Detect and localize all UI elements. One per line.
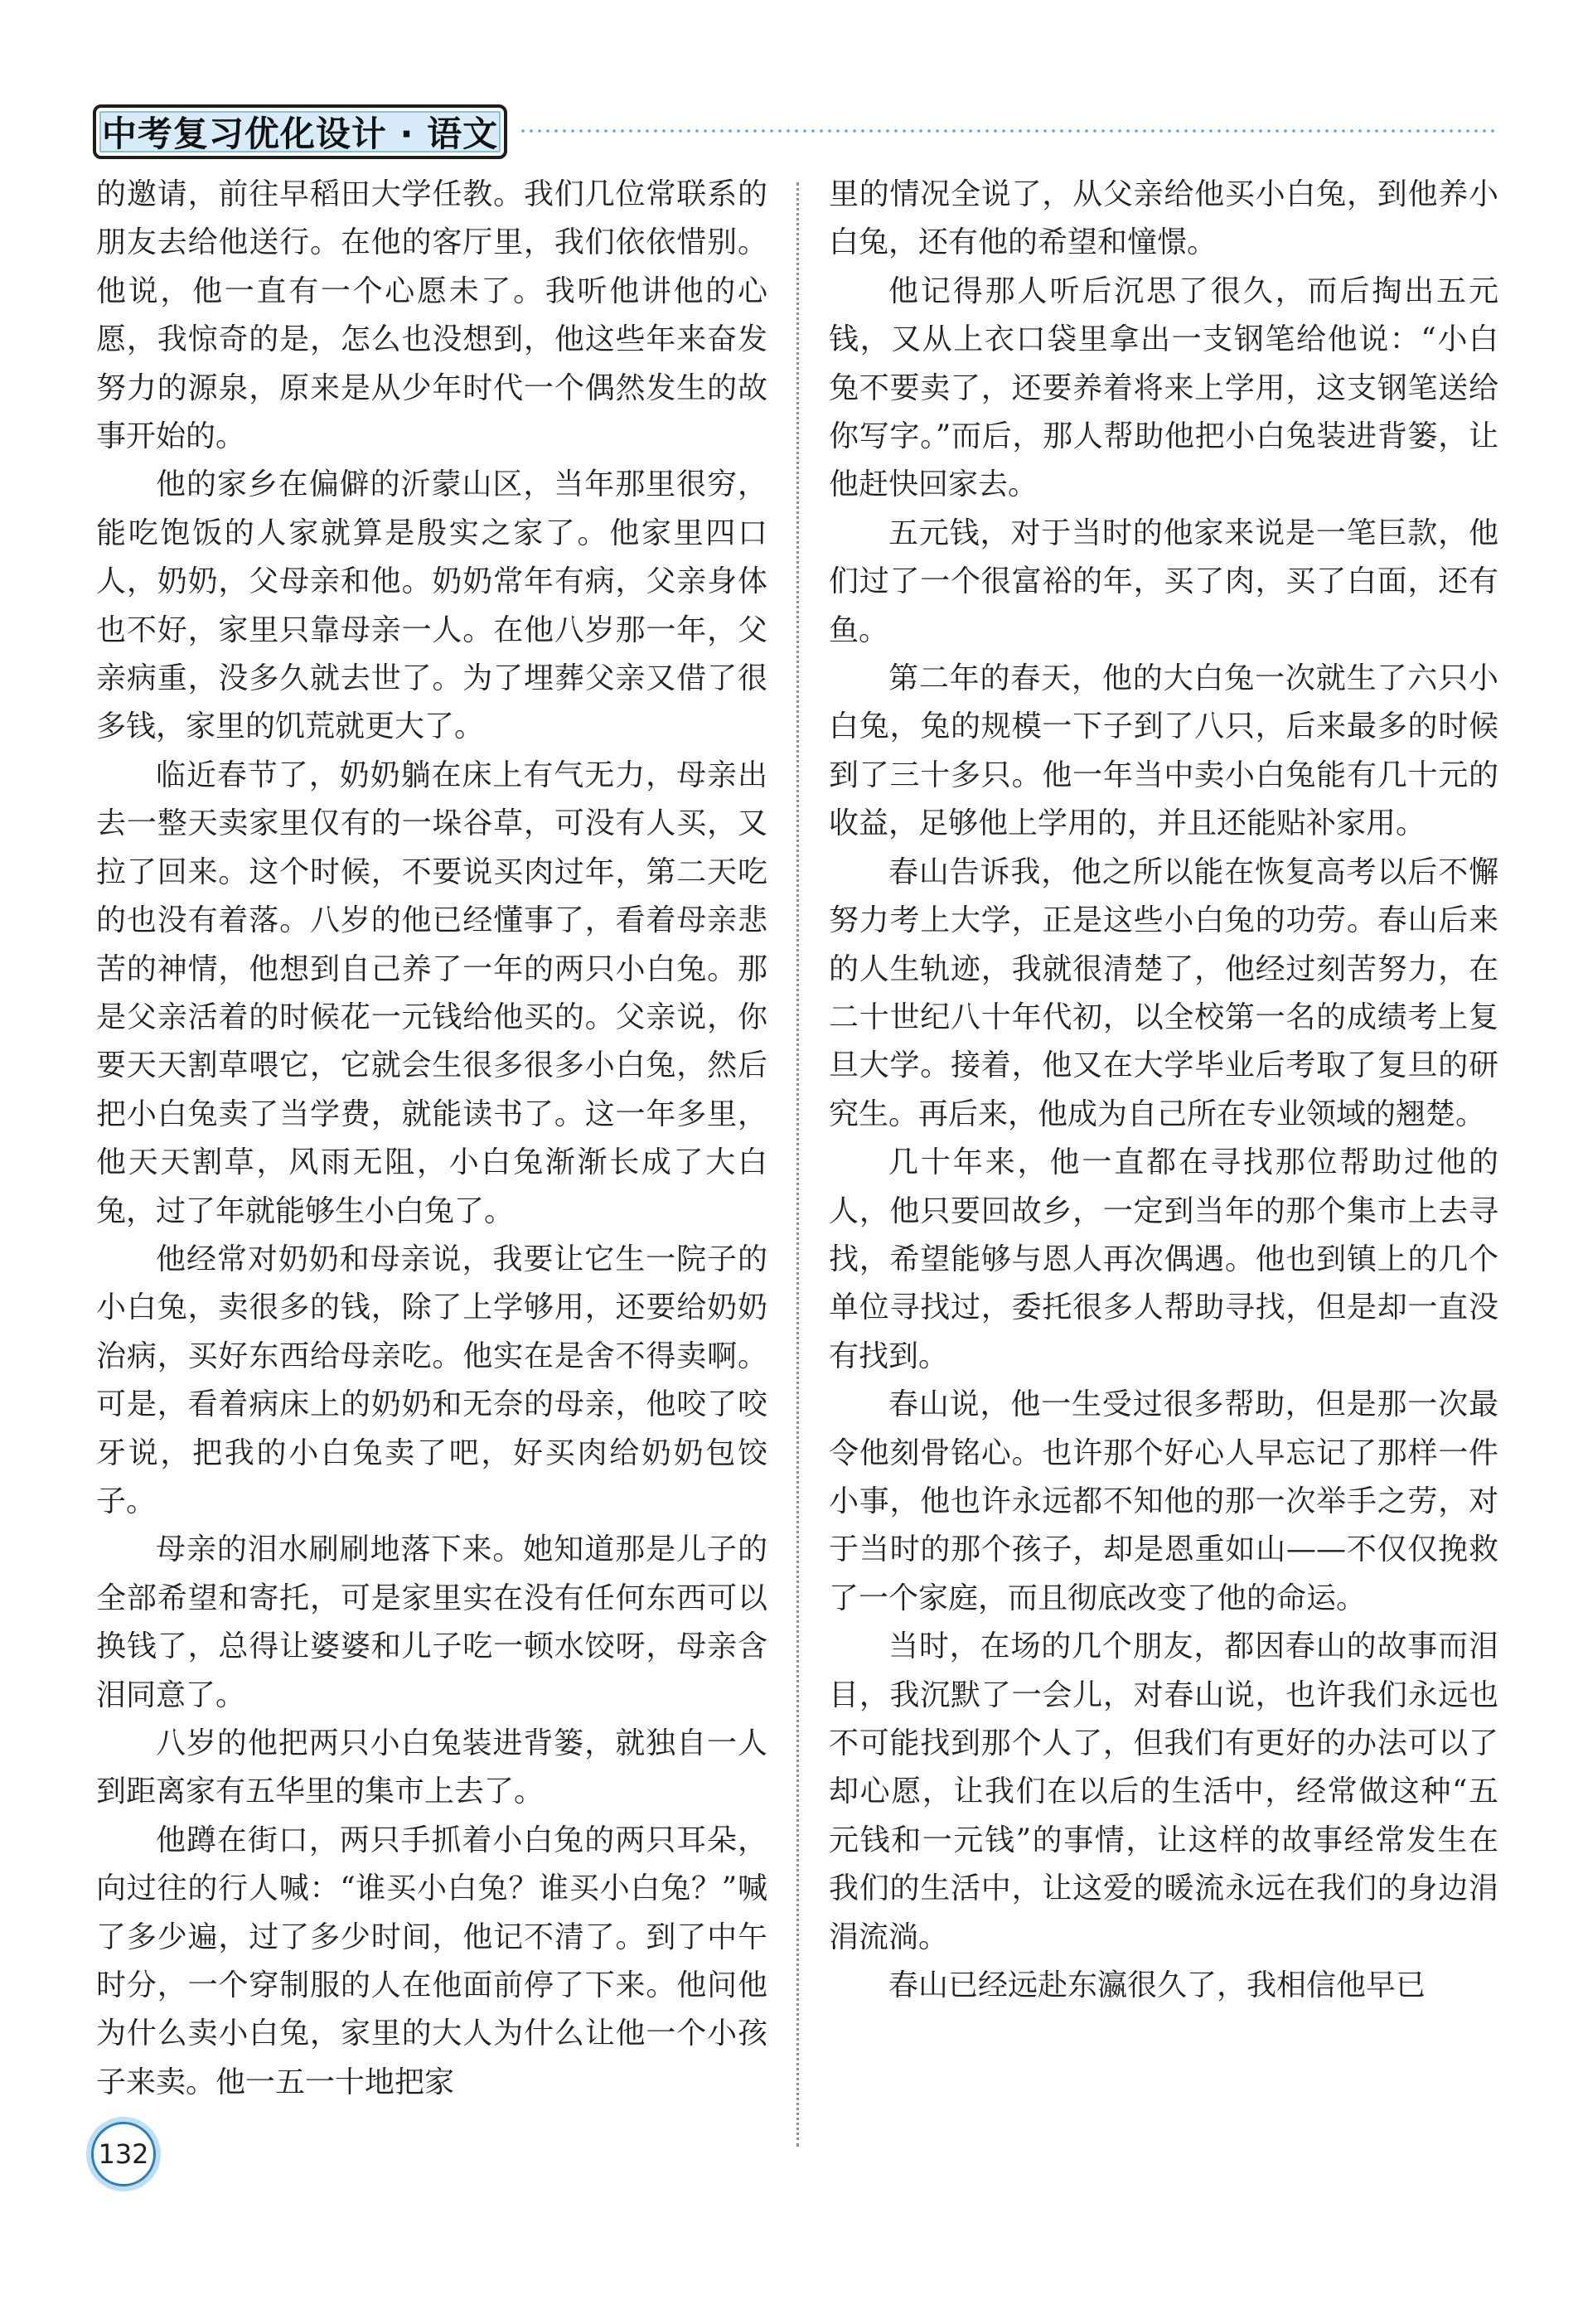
paragraph: 母亲的泪水刷刷地落下来。她知道那是儿子的全部希望和寄托，可是家里实在没有任何东西可以换钱了，总得让婆婆和儿子吃一顿水饺呀，母亲含泪同意了。 (96, 1532, 767, 1712)
paragraph: 春山说，他一生受过很多帮助，但是那一次最令他刻骨铭心。也许那个好心人早忘记了那样一件小事，他也许永远都不知他的那一次举手之劳，对于当时的那个孩子，却是恩重如山——不仅仅挽救了一个家庭，而且彻底改变了他的命运。 (829, 1387, 1498, 1615)
paragraph: 他经常对奶奶和母亲说，我要让它生一院子的小白兔，卖很多的钱，除了上学够用，还要给奶奶治病，买好东西给母亲吃。他实在是舍不得卖啊。可是，看着病床上的奶奶和无奈的母亲，他咬了咬牙说，把我的小白兔卖了吧，好买肉给奶奶包饺子。 (96, 1242, 767, 1518)
book-title: 中考复习优化设计 · 语文 (101, 114, 499, 154)
paragraph: 当时，在场的几个朋友，都因春山的故事而泪目，我沉默了一会儿，对春山说，也许我们永远也不可能找到那个人了，但我们有更好的办法可以了却心愿，让我们在以后的生活中，经常做这种“五元钱和一元钱”的事情，让这样的故事经常发生在我们的生活中，让这爱的暖流永远在我们的身边涓涓流淌。 (829, 1629, 1498, 1954)
paragraph: 他的家乡在偏僻的沂蒙山区，当年那里很穷，能吃饱饭的人家就算是殷实之家了。他家里四口人，奶奶，父母亲和他。奶奶常年有病，父亲身体也不好，家里只靠母亲一人。在他八岁那一年，父亲病重，没多久就去世了。为了埋葬父亲又借了很多钱，家里的饥荒就更大了。 (96, 467, 767, 744)
paragraph: 几十年来，他一直都在寻找那位帮助过他的人，他只要回故乡，一定到当年的那个集市上去寻找，希望能够与恩人再次偶遇。他也到镇上的几个单位寻找过，委托很多人帮助寻找，但是却一直没有找到。 (829, 1145, 1498, 1373)
header-dotted-rule (519, 128, 1497, 133)
right-text-column (829, 171, 1498, 2152)
paragraph: 春山告诉我，他之所以能在恢复高考以后不懈努力考上大学，正是这些小白兔的功劳。春山后来的人生轨迹，我就很清楚了，他经过刻苦努力，在二十世纪八十年代初，以全校第一名的成绩考上复旦大学。接着，他又在大学毕业后考取了复旦的研究生。再后来，他成为自己所在专业领域的翘楚。 (829, 855, 1498, 1131)
paragraph: 的邀请，前往早稻田大学任教。我们几位常联系的朋友去给他送行。在他的客厅里，我们依依惜别。他说，他一直有一个心愿未了。我听他讲他的心愿，我惊奇的是，怎么也没想到，他这些年来奋发努力的源泉，原来是从少年时代一个偶然发生的故事开始的。 (96, 177, 767, 454)
paragraph: 第二年的春天，他的大白兔一次就生了六只小白兔，兔的规模一下子到了八只，后来最多的时候到了三十多只。他一年当中卖小白兔能有几十元的收益，足够他上学用的，并且还能贴补家用。 (829, 661, 1498, 841)
paragraph: 他蹲在街口，两只手抓着小白兔的两只耳朵，向过往的行人喊：“谁买小白兔？谁买小白兔？”喊了多少遍，过了多少时间，他记不清了。到了中午时分，一个穿制服的人在他面前停了下来。他问他为什么卖小白兔，家里的大人为什么让他一个小孩子来卖。他一五一十地把家 (96, 1823, 767, 2099)
left-text-column (96, 171, 767, 2152)
column-divider (796, 182, 799, 2147)
page-number: 132 (98, 2138, 149, 2170)
paragraph: 五元钱，对于当时的他家来说是一笔巨款，他们过了一个很富裕的年，买了肉，买了白面，还有鱼。 (829, 516, 1498, 647)
paragraph: 临近春节了，奶奶躺在床上有气无力，母亲出去一整天卖家里仅有的一垛谷草，可没有人买，又拉了回来。这个时候，不要说买肉过年，第二天吃的也没有着落。八岁的他已经懂事了，看着母亲悲苦的神情，他想到自己养了一年的两只小白兔。那是父亲活着的时候花一元钱给他买的。父亲说，你要天天割草喂它，它就会生很多很多小白兔，然后把小白兔卖了当学费，就能读书了。这一年多里，他天天割草，风雨无阻，小白兔渐渐长成了大白兔，过了年就能够生小白兔了。 (96, 758, 767, 1228)
book-title-banner (93, 104, 507, 159)
paragraph: 八岁的他把两只小白兔装进背篓，就独自一人到距离家有五华里的集市上去了。 (96, 1726, 767, 1809)
page-number-badge (91, 2122, 156, 2186)
paragraph: 他记得那人听后沉思了很久，而后掏出五元钱，又从上衣口袋里拿出一支钢笔给他说：“小白兔不要卖了，还要养着将来上学用，这支钢笔送给你写字。”而后，那人帮助他把小白兔装进背篓，让他赶快回家去。 (829, 274, 1498, 502)
paragraph: 春山已经远赴东瀛很久了，我相信他早已 (888, 1968, 1426, 2003)
paragraph: 里的情况全说了，从父亲给他买小白兔，到他养小白兔，还有他的希望和憧憬。 (829, 177, 1498, 260)
